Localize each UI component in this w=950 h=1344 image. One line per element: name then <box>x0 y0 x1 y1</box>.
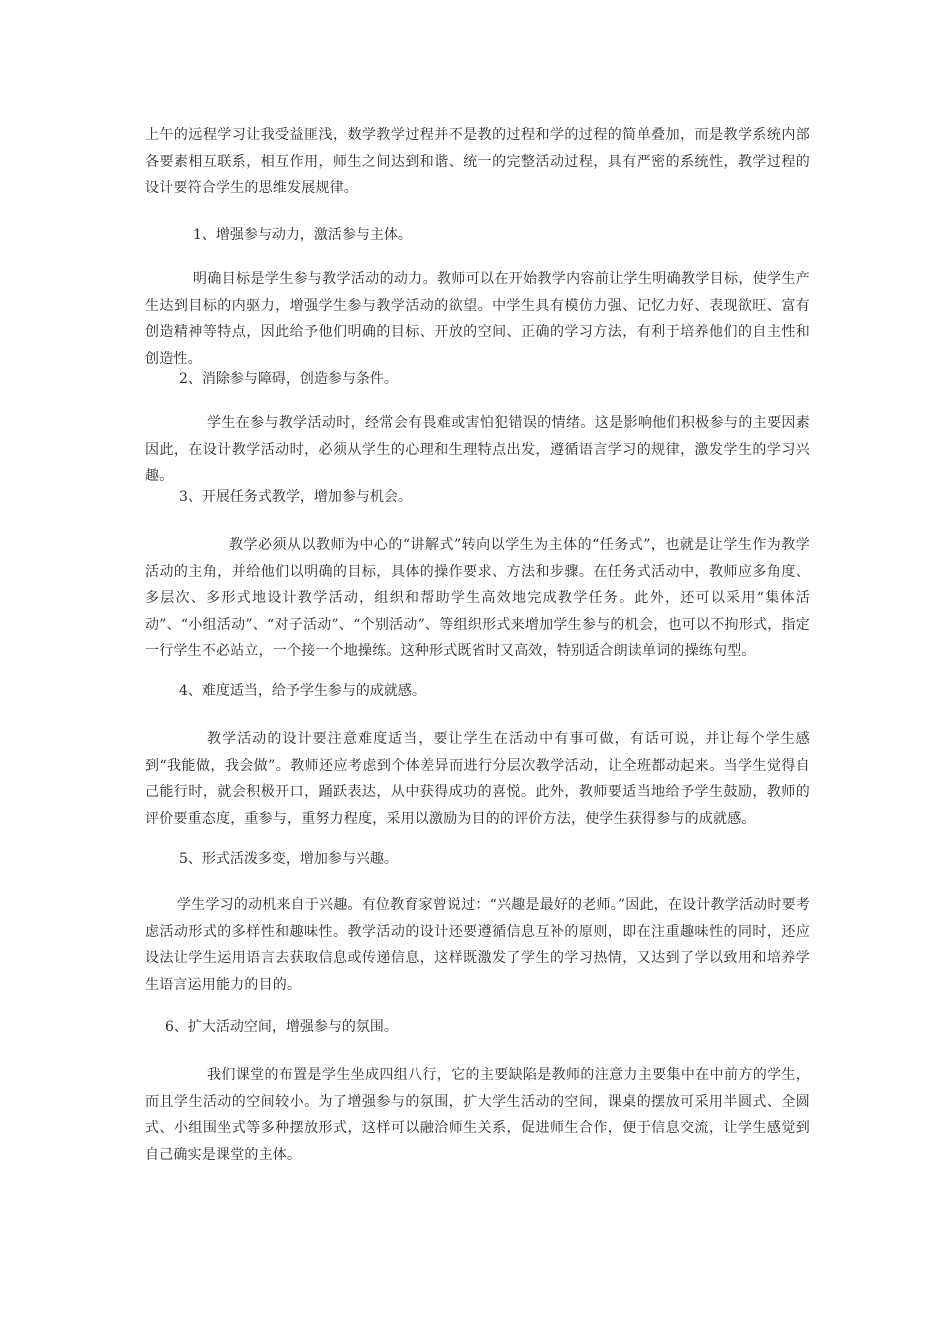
section-1-heading: 1、增强参与动力，激活参与主体。 <box>193 227 412 243</box>
section-2-body: 学生在参与教学活动时，经常会有畏难或害怕犯错误的情绪。这是影响他们积极参与的主要因素因此，在设计教学活动时，必须从学生的心理和生理特点出发，遵循语言学习的规律，激发学生的学习兴趣。 <box>145 415 810 484</box>
section-3-heading: 3、开展任务式教学，增加参与机会。 <box>179 489 412 505</box>
section-4-heading: 4、难度适当，给予学生参与的成就感。 <box>179 683 426 699</box>
intro-paragraph: 上午的远程学习让我受益匪浅，数学教学过程并不是教的过程和学的过程的简单叠加，而是教学系统内部各要素相互联系，相互作用，师生之间达到和谐、统一的完整活动过程，具有严密的系统性，教学过程的设计要符合学生的思维发展规律。 <box>145 127 810 196</box>
section-5-heading: 5、形式活泼多变，增加参与兴趣。 <box>179 851 398 867</box>
section-4-body: 教学活动的设计要注意难度适当，要让学生在活动中有事可做，有话可说，并让每个学生感到“我能做，我会做”。教师还应考虑到个体差异而进行分层次教学活动，让全班都动起来。当学生觉得自己能行时，就会积极开口，踊跃表达，从中获得成功的喜悦。此外，教师要适当地给予学生鼓励，教师的评价要重态度，重参与，重努力程度，采用以激励为目的的评价方法，使学生获得参与的成就感。 <box>145 731 810 827</box>
section-1-body: 明确目标是学生参与教学活动的动力。教师可以在开始教学内容前让学生明确教学目标，使学生产生达到目标的内驱力，增强学生参与教学活动的欲望。中学生具有模仿力强、记忆力好、表现欲旺、富有创造精神等特点，因此给予他们明确的目标、开放的空间、正确的学习方法，有利于培养他们的自主性和创造性。 <box>145 271 810 367</box>
section-5-body: 学生学习的动机来自于兴趣。有位教育家曾说过：“兴趣是最好的老师。”因此，在设计教学活动时要考虑活动形式的多样性和趣味性。教学活动的设计还要遵循信息互补的原则，即在注重趣味性的同时，还应设法让学生运用语言去获取信息或传递信息，这样既激发了学生的学习热情，又达到了学以致用和培养学生语言运用能力的目的。 <box>145 897 810 993</box>
section-2-heading: 2、消除参与障碍，创造参与条件。 <box>179 371 398 387</box>
section-6-heading: 6、扩大活动空间，增强参与的氛围。 <box>165 1019 398 1035</box>
section-6-body: 我们课堂的布置是学生坐成四组八行，它的主要缺陷是教师的注意力主要集中在中前方的学生，而且学生活动的空间较小。为了增强参与的氛围，扩大学生活动的空间，课桌的摆放可采用半圆式、全圆式、小组围坐式等多种摆放形式，这样可以融洽师生关系，促进师生合作，便于信息交流，让学生感觉到自己确实是课堂的主体。 <box>145 1067 810 1163</box>
section-3-body: 教学必须从以教师为中心的“讲解式”转向以学生为主体的“任务式”，也就是让学生作为教学活动的主角，并给他们以明确的目标，具体的操作要求、方法和步骤。在任务式活动中，教师应多角度、多层次、多形式地设计教学活动，组织和帮助学生高效地完成教学任务。此外，还可以采用“集体活动”、“小组活动”、“对子活动”、“个别活动”、等组织形式来增加学生参与的机会，也可以不拘形式，指定一行学生不必站立，一个接一个地操练。这种形式既省时又高效，特别适合朗读单词的操练句型。 <box>145 537 810 659</box>
